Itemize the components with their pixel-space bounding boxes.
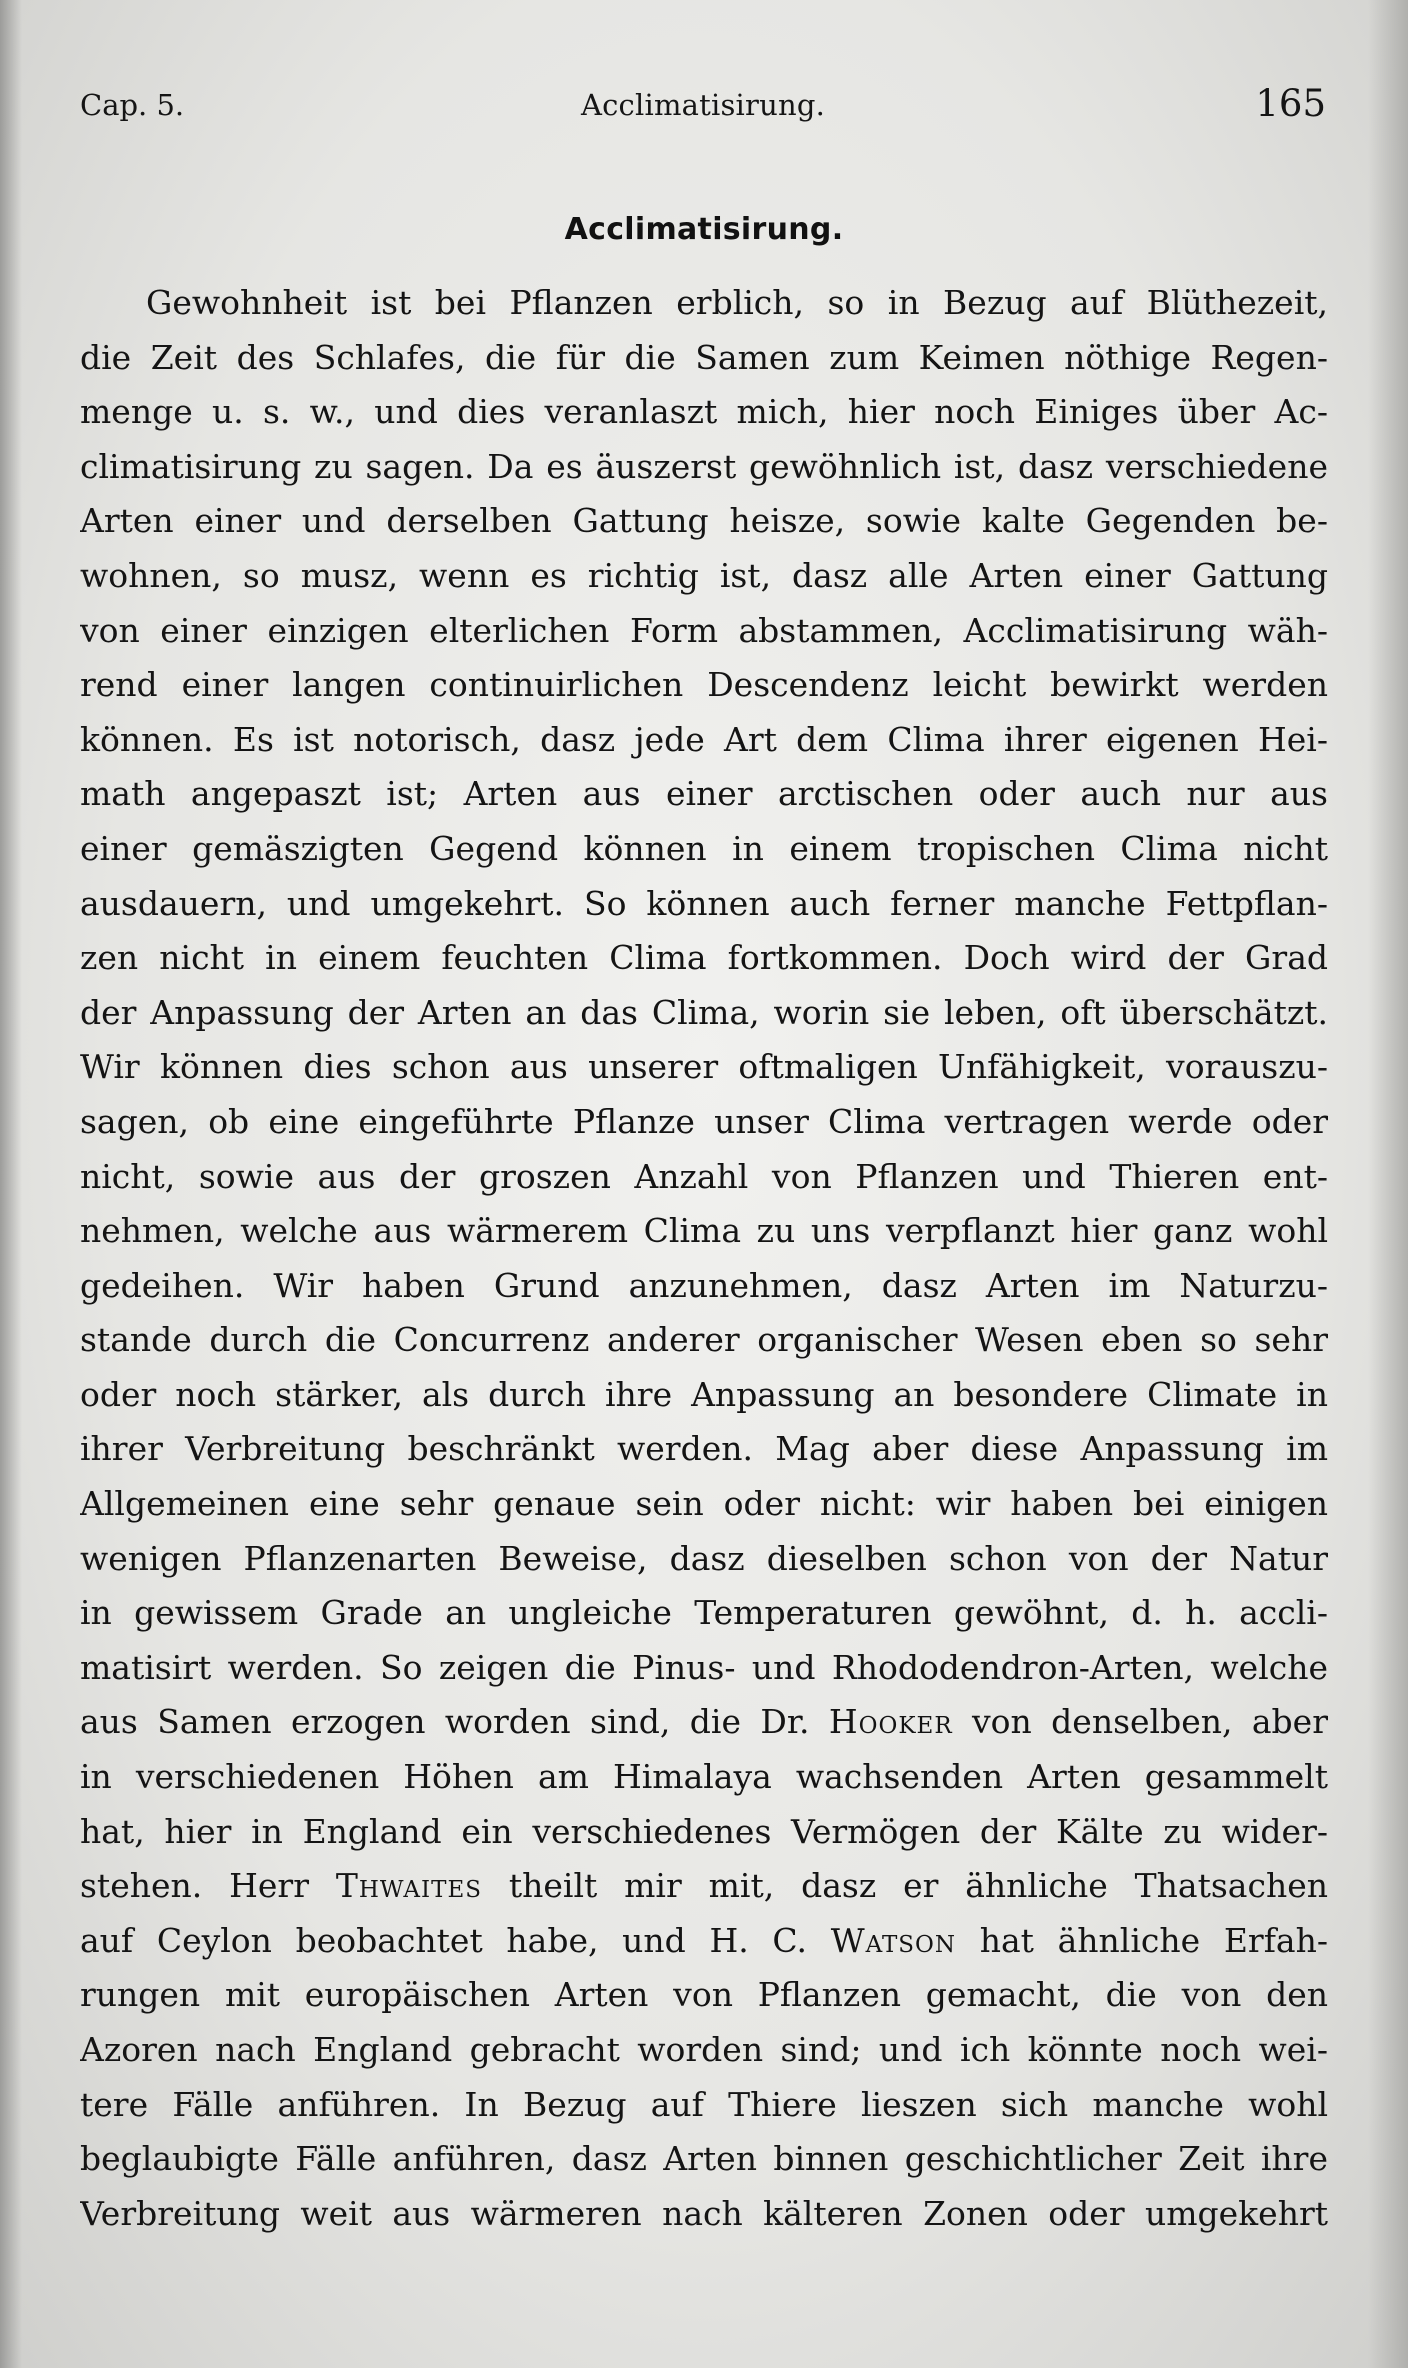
text-line: wohnen, so musz, wenn es richtig ist, dasz alle Arten einer Gattung [80, 555, 1328, 595]
text-line: beglaubigte Fälle anführen, dasz Arten binnen geschichtlicher Zeit ihre [80, 2139, 1328, 2179]
text-line: rungen mit europäischen Arten von Pflanzen gemacht, die von den [80, 1975, 1328, 2015]
text-line: gedeihen. Wir haben Grund anzunehmen, dasz Arten im Naturzu- [80, 1265, 1328, 1305]
running-head [80, 82, 1326, 132]
text-segment: aus Samen erzogen worden sind, die Dr. [80, 1702, 829, 1742]
text-line: die Zeit des Schlafes, die für die Samen zum Keimen nöthige Regen- [80, 337, 1328, 377]
text-line: Gewohnheit ist bei Pflanzen erblich, so in Bezug auf Blüthezeit, [146, 283, 1328, 322]
text-line: Allgemeinen eine sehr genaue sein oder nicht: wir haben bei einigen [80, 1484, 1328, 1524]
text-line: sagen, ob eine eingeführte Pflanze unser Clima vertragen werde oder [80, 1101, 1328, 1141]
text-segment: stehen. Herr [80, 1866, 336, 1906]
page-number: 165 [1255, 82, 1326, 125]
text-line: ausdauern, und umgekehrt. So können auch ferner manche Fettpflan- [80, 883, 1328, 923]
person-name-thwaites: Thwaites [335, 1866, 482, 1906]
text-line: zen nicht in einem feuchten Clima fortkommen. Doch wird der Grad [80, 938, 1328, 978]
text-line: können. Es ist notorisch, dasz jede Art dem Clima ihrer eigenen Hei- [80, 719, 1328, 759]
text-line: tere Fälle anführen. In Bezug auf Thiere lieszen sich manche wohl [80, 2084, 1328, 2124]
person-name-watson: Watson [830, 1920, 957, 1960]
text-line: stande durch die Concurrenz anderer organischer Wesen eben so sehr [80, 1320, 1328, 1360]
page-shadow-left [0, 0, 22, 2368]
section-heading: Acclimatisirung. [564, 212, 844, 247]
text-line: einer gemäszigten Gegend können in einem tropischen Clima nicht [80, 828, 1328, 868]
text-line: hat, hier in England ein verschiedenes Vermögen der Kälte zu wider- [80, 1811, 1328, 1851]
body-text [80, 276, 1328, 2241]
running-title: Acclimatisirung. [580, 88, 826, 122]
person-name-hooker: Hooker [828, 1702, 953, 1742]
text-segment: hat ähnliche Erfah- [956, 1920, 1328, 1960]
text-line [80, 1914, 1328, 1969]
text-line: climatisirung zu sagen. Da es äuszerst gewöhnlich ist, dasz verschiedene [80, 446, 1328, 486]
page-shadow-right [1368, 0, 1408, 2368]
text-line: wenigen Pflanzenarten Beweise, dasz dieselben schon von der Natur [80, 1538, 1328, 1578]
text-line: ihrer Verbreitung beschränkt werden. Mag aber diese Anpassung im [80, 1429, 1328, 1469]
text-line: in verschiedenen Höhen am Himalaya wachsenden Arten gesammelt [80, 1757, 1328, 1797]
text-line: oder noch stärker, als durch ihre Anpassung an besondere Climate in [80, 1374, 1328, 1414]
text-line: in gewissem Grade an ungleiche Temperaturen gewöhnt, d. h. accli- [80, 1593, 1328, 1633]
text-line: Azoren nach England gebracht worden sind; und ich könnte noch wei- [80, 2030, 1328, 2069]
text-line [80, 1695, 1328, 1750]
text-line: Wir können dies schon aus unserer oftmaligen Unfähigkeit, vorauszu- [80, 1047, 1328, 1087]
text-line [80, 1859, 1328, 1914]
text-segment: auf Ceylon beobachtet habe, und H. C. [80, 1920, 831, 1960]
text-line: Arten einer und derselben Gattung heisze, sowie kalte Gegenden be- [80, 501, 1328, 541]
chapter-label: Cap. 5. [80, 88, 185, 122]
text-line: nehmen, welche aus wärmerem Clima zu uns verpflanzt hier ganz wohl [80, 1211, 1328, 1251]
text-line: der Anpassung der Arten an das Clima, worin sie leben, oft überschätzt. [80, 992, 1328, 1032]
text-line: math angepaszt ist; Arten aus einer arctischen oder auch nur aus [80, 774, 1328, 814]
text-line: Verbreitung weit aus wärmeren nach kälteren Zonen oder umgekehrt [80, 2193, 1328, 2233]
text-line: menge u. s. w., und dies veranlaszt mich, hier noch Einiges über Ac- [80, 392, 1328, 432]
text-segment: von denselben, aber [952, 1702, 1328, 1742]
text-line: matisirt werden. So zeigen die Pinus- und Rhododendron-Arten, welche [80, 1647, 1328, 1687]
text-line: rend einer langen continuirlichen Descendenz leicht bewirkt werden [80, 665, 1328, 705]
text-segment: theilt mir mit, dasz er ähnliche Thatsachen [482, 1866, 1328, 1906]
text-line: nicht, sowie aus der groszen Anzahl von Pflanzen und Thieren ent- [80, 1156, 1328, 1196]
text-line: von einer einzigen elterlichen Form abstammen, Acclimatisirung wäh- [80, 610, 1328, 650]
